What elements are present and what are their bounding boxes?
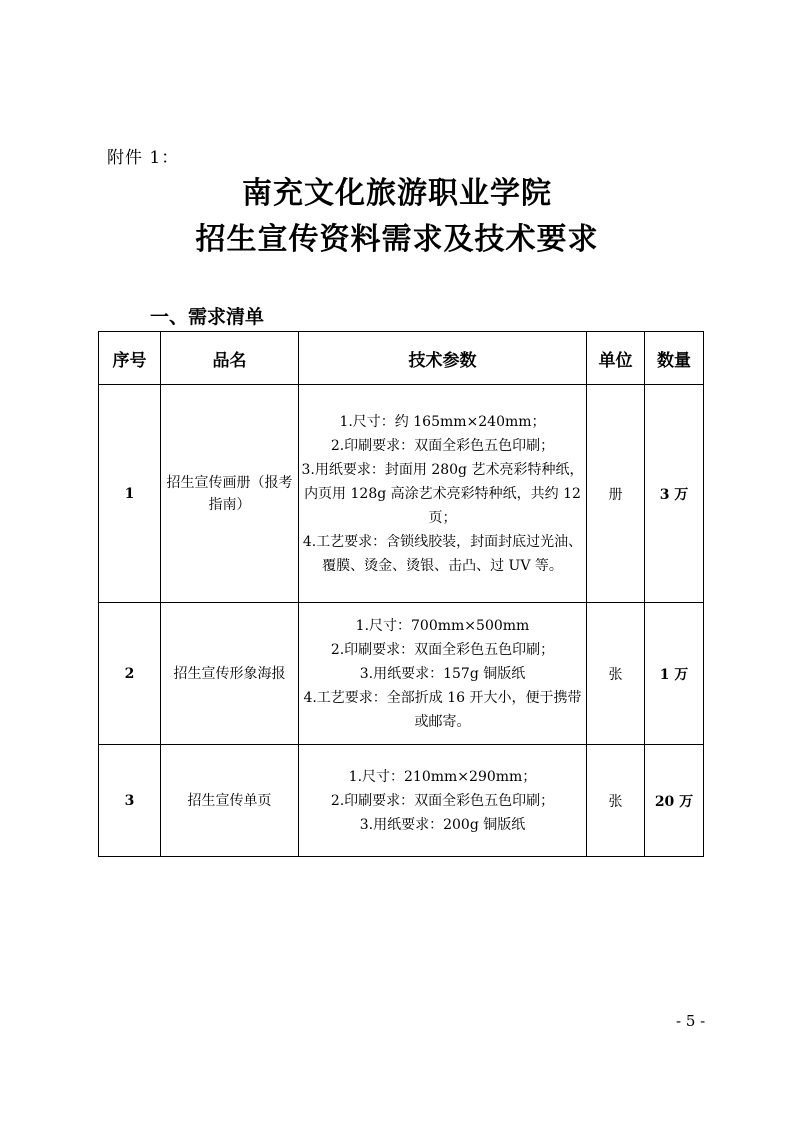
row-unit: 张 [587,745,645,857]
row-name: 招生宣传形象海报 [161,603,299,745]
table-row [99,603,704,745]
row-qty: 20 万 [645,745,704,857]
row-qty: 3 万 [645,385,704,603]
header-qty: 数量 [645,332,704,385]
spec-line: 4.工艺要求：全部折成 16 开大小，便于携带或邮寄。 [303,689,582,730]
spec-line: 3.用纸要求：封面用 280g 艺术亮彩特种纸，内页用 128g 高涂艺术亮彩特种纸，共约 12 页； [301,461,584,526]
table-header-row [99,332,704,385]
spec-line: 1.尺寸：约 165mm×240mm； [339,413,546,430]
spec-line: 1.尺寸：210mm×290mm； [348,768,537,785]
spec-line: 4.工艺要求：含锁线胶装，封面封底过光油、覆膜、烫金、烫银、击凸、过 UV 等。 [302,533,583,574]
spec-line: 3.用纸要求：157g 铜版纸 [359,665,526,682]
header-name: 品名 [161,332,299,385]
page-number: - 5 - [676,1012,706,1030]
table-row [99,385,704,603]
row-no: 3 [99,745,161,857]
row-name: 招生宣传画册（报考指南） [161,385,299,603]
row-specs [299,385,587,603]
document-title-line1: 南充文化旅游职业学院 [242,176,552,211]
table-row [99,745,704,857]
header-specs: 技术参数 [299,332,587,385]
row-unit: 张 [587,603,645,745]
row-unit: 册 [587,385,645,603]
header-no: 序号 [99,332,161,385]
section-heading: 一、需求清单 [150,306,265,328]
row-specs [299,745,587,857]
spec-line: 2.印刷要求：双面全彩色五色印刷； [330,792,555,809]
annex-label: 附件 1： [107,148,180,168]
row-no: 1 [99,385,161,603]
row-specs [299,603,587,745]
spec-line: 2.印刷要求：双面全彩色五色印刷； [330,641,555,658]
spec-line: 3.用纸要求：200g 铜版纸 [359,816,526,833]
requirements-table [98,331,704,857]
row-qty: 1 万 [645,603,704,745]
spec-line: 2.印刷要求：双面全彩色五色印刷； [330,437,555,454]
header-unit: 单位 [587,332,645,385]
row-name: 招生宣传单页 [161,745,299,857]
spec-line: 1.尺寸：700mm×500mm [355,617,530,634]
row-no: 2 [99,603,161,745]
document-title-line2: 招生宣传资料需求及技术要求 [195,222,599,257]
